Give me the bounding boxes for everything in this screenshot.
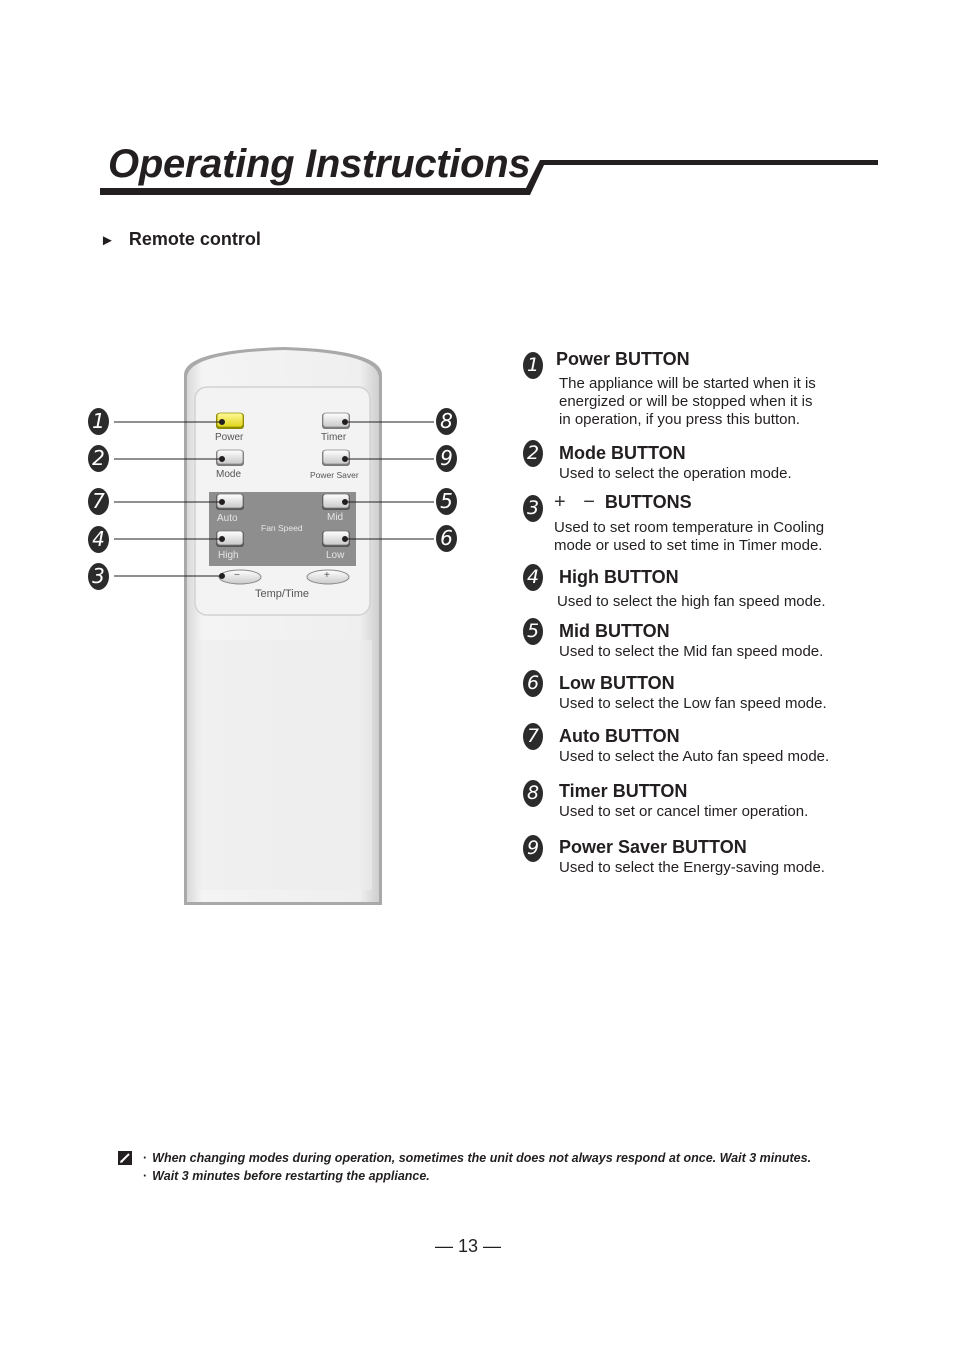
page-title: Operating Instructions [108,142,531,186]
note-text-1: When changing modes during operation, sometimes the unit does not always respond at once. Wait 3 minutes. [152,1151,812,1165]
desc-text-low: Used to select the Low fan speed mode. [559,695,827,712]
desc-text-timer: Used to set or cancel timer operation. [559,803,809,820]
note-pencil-icon [118,1151,132,1165]
desc-num-5: 5 [523,618,543,645]
desc-title-buttons: BUTTONS [604,492,692,512]
desc-title-plus-minus [554,491,692,514]
fan-speed-label: Fan Speed [261,523,303,533]
desc-num-4: 4 [523,564,543,591]
plus-minus-icon: + − [554,491,601,513]
page-number: — 13 — [435,1236,502,1256]
desc-num-2: 2 [523,440,543,467]
desc-text-power-1: The appliance will be started when it is [559,375,816,392]
callout-7: 7 [88,488,109,515]
power-saver-label: Power Saver [310,470,359,480]
mode-label: Mode [216,469,242,480]
desc-title-power: Power BUTTON [556,349,690,369]
desc-title-auto: Auto BUTTON [559,726,680,746]
desc-title-timer: Timer BUTTON [559,781,688,801]
desc-title-mid: Mid BUTTON [559,621,670,641]
power-label: Power [215,432,244,443]
callout-5: 5 [436,488,457,515]
desc-num-8: 8 [523,780,543,807]
note-bullet: · [143,1169,148,1183]
desc-title-power-saver: Power Saver BUTTON [559,837,747,857]
desc-num-9: 9 [523,835,543,862]
auto-label: Auto [217,513,238,524]
desc-num-3: 3 [523,495,543,522]
callout-8: 8 [436,408,457,435]
minus-button-shape [219,570,261,584]
desc-text-plus-minus-2: mode or used to set time in Timer mode. [554,537,823,554]
high-label: High [218,550,239,561]
callout-4: 4 [88,526,109,553]
desc-text-auto: Used to select the Auto fan speed mode. [559,748,830,765]
desc-text-mode: Used to select the operation mode. [559,465,792,482]
callout-9: 9 [436,445,457,472]
minus-glyph: − [234,570,240,581]
note-text-2: Wait 3 minutes before restarting the appliance. [152,1169,430,1183]
desc-text-power-3: in operation, if you press this button. [559,411,800,428]
callout-2: 2 [88,445,109,472]
desc-num-1: 1 [523,352,543,379]
desc-title-high: High BUTTON [559,567,679,587]
desc-num-7: 7 [523,723,543,750]
callout-3: 3 [88,563,109,590]
mid-label: Mid [327,512,344,523]
desc-title-mode: Mode BUTTON [559,443,686,463]
desc-text-mid: Used to select the Mid fan speed mode. [559,643,824,660]
desc-text-power-saver: Used to select the Energy-saving mode. [559,859,825,876]
desc-text-power-2: energized or will be stopped when it is [559,393,813,410]
desc-text-plus-minus-1: Used to set room temperature in Cooling [554,519,825,536]
desc-text-high: Used to select the high fan speed mode. [557,593,826,610]
callout-1: 1 [88,408,109,435]
note-2 [143,1169,430,1183]
section-heading-text: Remote control [128,229,261,249]
callout-6: 6 [436,525,457,552]
desc-num-6: 6 [523,670,543,697]
note-bullet: · [143,1151,148,1165]
plus-glyph: + [324,570,330,581]
timer-label: Timer [321,432,347,443]
note-1 [143,1151,811,1165]
temp-time-label: Temp/Time [255,588,309,600]
desc-title-low: Low BUTTON [559,673,675,693]
arrow-right-icon: ► [100,232,115,249]
low-label: Low [326,550,345,561]
